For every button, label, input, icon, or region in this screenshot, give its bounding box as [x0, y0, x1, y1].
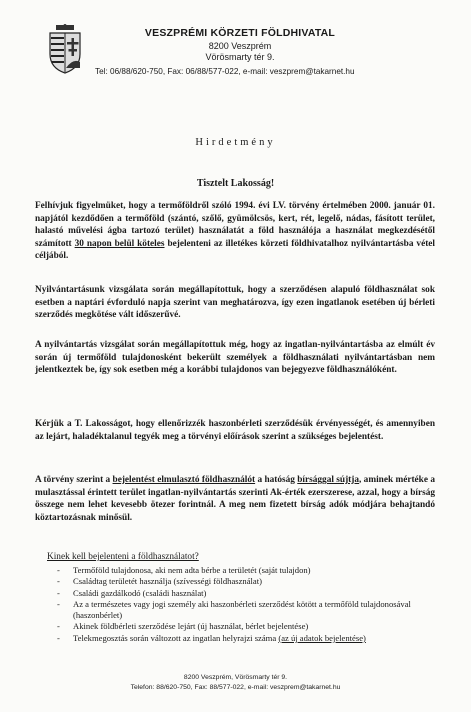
p5-underlined-fine: bírsággal sújtja — [297, 475, 360, 485]
list-item: - Családi gazdálkodó (családi használat) — [47, 588, 427, 599]
last-item-text: Telekmegosztás során változott az ingatlan helyrajzi száma — [73, 632, 279, 643]
hungarian-coat-of-arms-icon — [47, 24, 83, 74]
last-item-underlined: (az új adatok bejelentése) — [278, 632, 366, 643]
org-contact: Tel: 06/88/620-750, Fax: 06/88/577-022, e-mail: veszprem@takarnet.hu — [95, 67, 355, 76]
p5-text-e: , aminek mértéke a mulasztással érintett terület ingatlan-nyilvántartás szerinti Ak-érték ezerszerese, azzal, hogy a bírság összege nem lehet kevesebb ötezer forintnál. A meg nem fizetett bírság adók módjára behajtandó köztartozásnak minősül. — [35, 475, 435, 523]
list-item: - Az a természetes vagy jogi személy aki haszonbérleti szerződést kötött a termőföld tulajdonosával (haszonbérlet) — [47, 599, 427, 622]
p1-deadline: 30 napon belül köteles — [74, 238, 165, 249]
p5-underlined-user: bejelentést elmulasztó földhasználót — [112, 475, 256, 485]
list-item — [47, 633, 427, 644]
who-must-report-list — [47, 565, 427, 644]
p5-text-a: A törvény szerint a — [35, 475, 113, 485]
paragraph-request: Kérjük a T. Lakosságot, hogy ellenőrizzék haszonbérleti szerződésük érvényességét, és amennyiben az lejárt, haladéktalanul tegyék meg a törvényi előírások szerint a szükséges bejelentést. — [35, 419, 435, 442]
list-item: - Termőföld tulajdonosa, aki nem adta bérbe a területét (saját tulajdon) — [47, 565, 427, 576]
org-name: VESZPRÉMI KÖRZETI FÖLDHIVATAL — [144, 27, 336, 39]
greeting: Tisztelt Lakosság! — [196, 178, 275, 189]
paragraph-new-owners: A nyilvántartás vizsgálat során megállapítottuk még, hogy az ingatlan-nyilvántartásba az elmúlt év során új termőföld tulajdonosként bekerült személyek a földhasználati nyilvántartásban nem jelentkeztek be, így sok esetben még a korábbi tulajdonos van bejegyezve földhasználóként. — [35, 340, 435, 376]
org-street: Vörösmarty tér 9. — [205, 52, 275, 62]
footer-contact: Telefon: 88/620-750, Fax: 88/577-022, e-mail: veszprem@takarnet.hu — [130, 684, 341, 691]
p1-text-a: Felhívjuk figyelmüket, hogy a termőföldről szóló 1994. évi LV. törvény értelmében 2000. január 01. napjától kezdődően a termőföld (szántó, szőlő, gyümölcsös, kert, rét, legelő, nádas, fásított terület, halastó művelési ágba tartozó terület) használatát a föld használója a használat megkezdésétől számított — [35, 201, 435, 249]
footer-address: 8200 Veszprém, Vörösmarty tér 9. — [183, 674, 288, 681]
paragraph-contracts: Nyilvántartásunk vizsgálata során megállapítottuk, hogy a szerződésen alapuló földhasználat sok esetben a naptári évforduló napja szerint van meghatározva, így ezen ingatlanok esetében új bérleti szerződés megkötése vált időszerűvé. — [35, 285, 435, 321]
paragraph-obligation — [35, 200, 435, 263]
paragraph-penalty — [35, 474, 435, 524]
document-title: Hirdetmény — [195, 137, 276, 148]
p1-text-c: bejelenteni az illetékes körzeti földhivatalhoz nyilvántartásba vétel céljából. — [35, 238, 435, 262]
list-heading: Kinek kell bejelenteni a földhasználatot? — [47, 552, 199, 562]
org-city: 8200 Veszprém — [208, 41, 272, 51]
p5-text-c: a hatóság — [255, 475, 298, 485]
list-item: - Akinek földbérleti szerződése lejárt (új használat, bérlet bejelentése) — [47, 621, 427, 632]
list-item: - Családtag területét használja (szívességi földhasználat) — [47, 576, 427, 587]
